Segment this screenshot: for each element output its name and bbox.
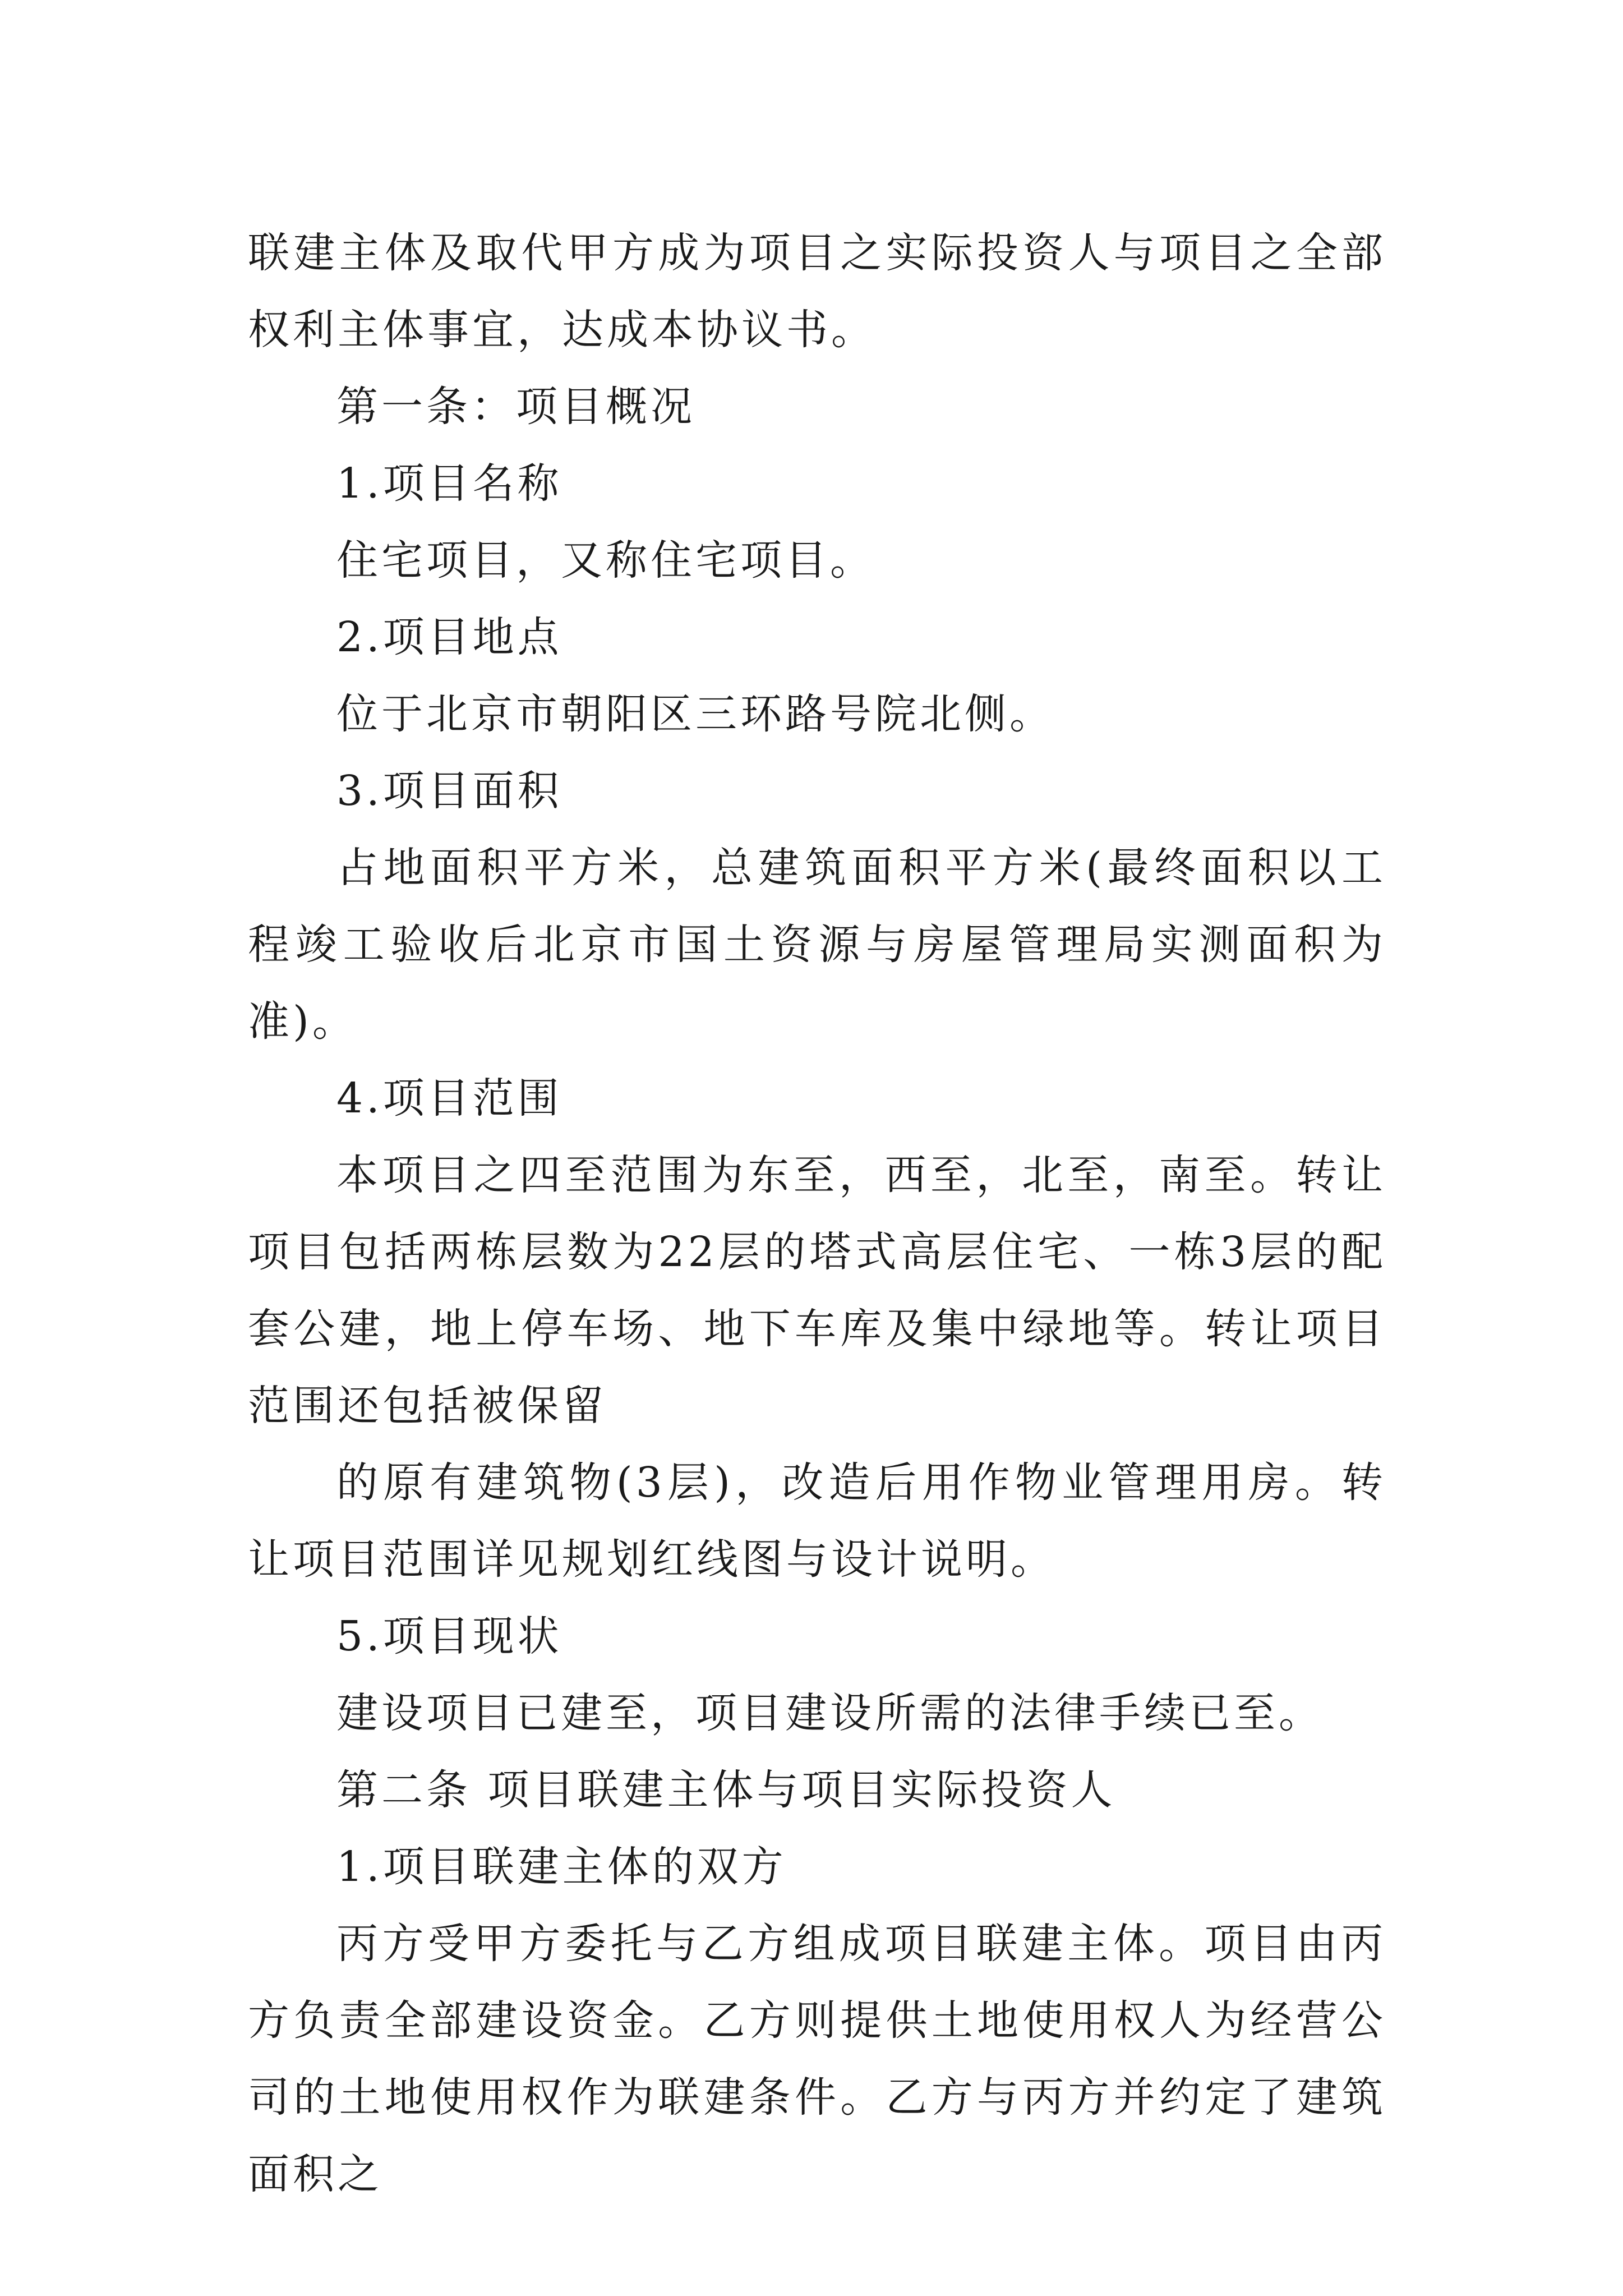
paragraph: 本项目之四至范围为东至，西至，北至，南至。转让项目包括两栋层数为22层的塔式高层住宅、一栋3层的配套公建，地上停车场、地下车库及集中绿地等。转让项目范围还包括被保留: [248, 1151, 1386, 1430]
paragraph: 丙方受甲方委托与乙方组成项目联建主体。项目由丙方负责全部建设资金。乙方则提供土地使用权人为经营公司的土地使用权作为联建条件。乙方与丙方并约定了建筑面积之: [248, 1920, 1386, 2198]
item-heading: 3.项目面积: [336, 767, 562, 815]
item-heading: 5.项目现状: [336, 1612, 562, 1660]
paragraph: 联建主体及取代甲方成为项目之实际投资人与项目之全部权利主体事宜，达成本协议书。: [248, 229, 1386, 354]
section-heading: 第二条 项目联建主体与项目实际投资人: [336, 1766, 1116, 1814]
item-heading: 4.项目范围: [336, 1074, 562, 1122]
document-body: [248, 215, 1386, 2213]
item-heading: 1.项目名称: [336, 459, 562, 508]
paragraph: 占地面积平方米，总建筑面积平方米(最终面积以工程竣工验收后北京市国土资源与房屋管理局实测面积为准)。: [248, 844, 1386, 1046]
section-heading: 第一条：项目概况: [336, 383, 695, 431]
item-heading: 2.项目地点: [336, 613, 562, 661]
paragraph: 位于北京市朝阳区三环路号院北侧。: [336, 690, 1054, 738]
paragraph: 建设项目已建至，项目建设所需的法律手续已至。: [336, 1689, 1324, 1737]
paragraph: 住宅项目，又称住宅项目。: [336, 536, 875, 585]
item-heading: 1.项目联建主体的双方: [336, 1843, 787, 1891]
paragraph: 的原有建筑物(3层)，改造后用作物业管理用房。转让项目范围详见规划红线图与设计说明。: [248, 1458, 1386, 1584]
